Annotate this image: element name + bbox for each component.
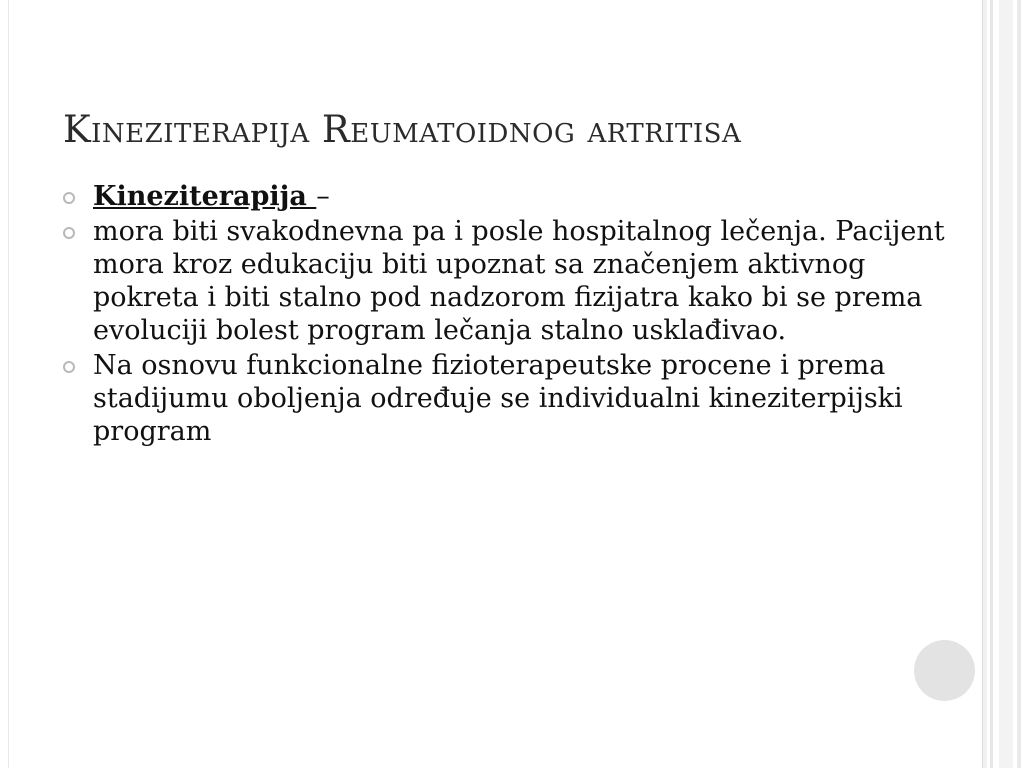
bullet-item bbox=[62, 180, 967, 213]
bullet-term: Kineziterapija bbox=[93, 181, 317, 212]
bullet-text: – bbox=[316, 181, 330, 212]
decorative-side-bars bbox=[983, 0, 1024, 768]
decorative-bar bbox=[1017, 0, 1021, 768]
circle-nav-icon[interactable] bbox=[914, 640, 975, 701]
bullet-text: mora biti svakodnevna pa i posle hospitalnog lečenja. Pacijent mora kroz edukaciju biti upoznat sa značenjem aktivnog pokreta i biti stalno pod nadzorom fizijatra kako bi se prema evoluciji bolest program lečanja stalno usklađivao. bbox=[93, 216, 945, 346]
slide-title: Kineziterapija Reumatoidnog artritisa bbox=[63, 108, 742, 151]
decorative-bar bbox=[990, 0, 993, 768]
bullet-item bbox=[62, 349, 967, 448]
bullet-text: Na osnovu funkcionalne fizioterapeutske procene i prema stadijumu oboljenja određuje se individualni kineziterpijski program bbox=[93, 350, 903, 447]
bullet-item bbox=[62, 215, 967, 347]
bullet-list bbox=[62, 180, 967, 450]
decorative-bar bbox=[983, 0, 987, 768]
hollow-circle-bullet-icon bbox=[63, 227, 75, 239]
hollow-circle-bullet-icon bbox=[63, 192, 75, 204]
decorative-bar bbox=[999, 0, 1013, 768]
hollow-circle-bullet-icon bbox=[63, 361, 75, 373]
